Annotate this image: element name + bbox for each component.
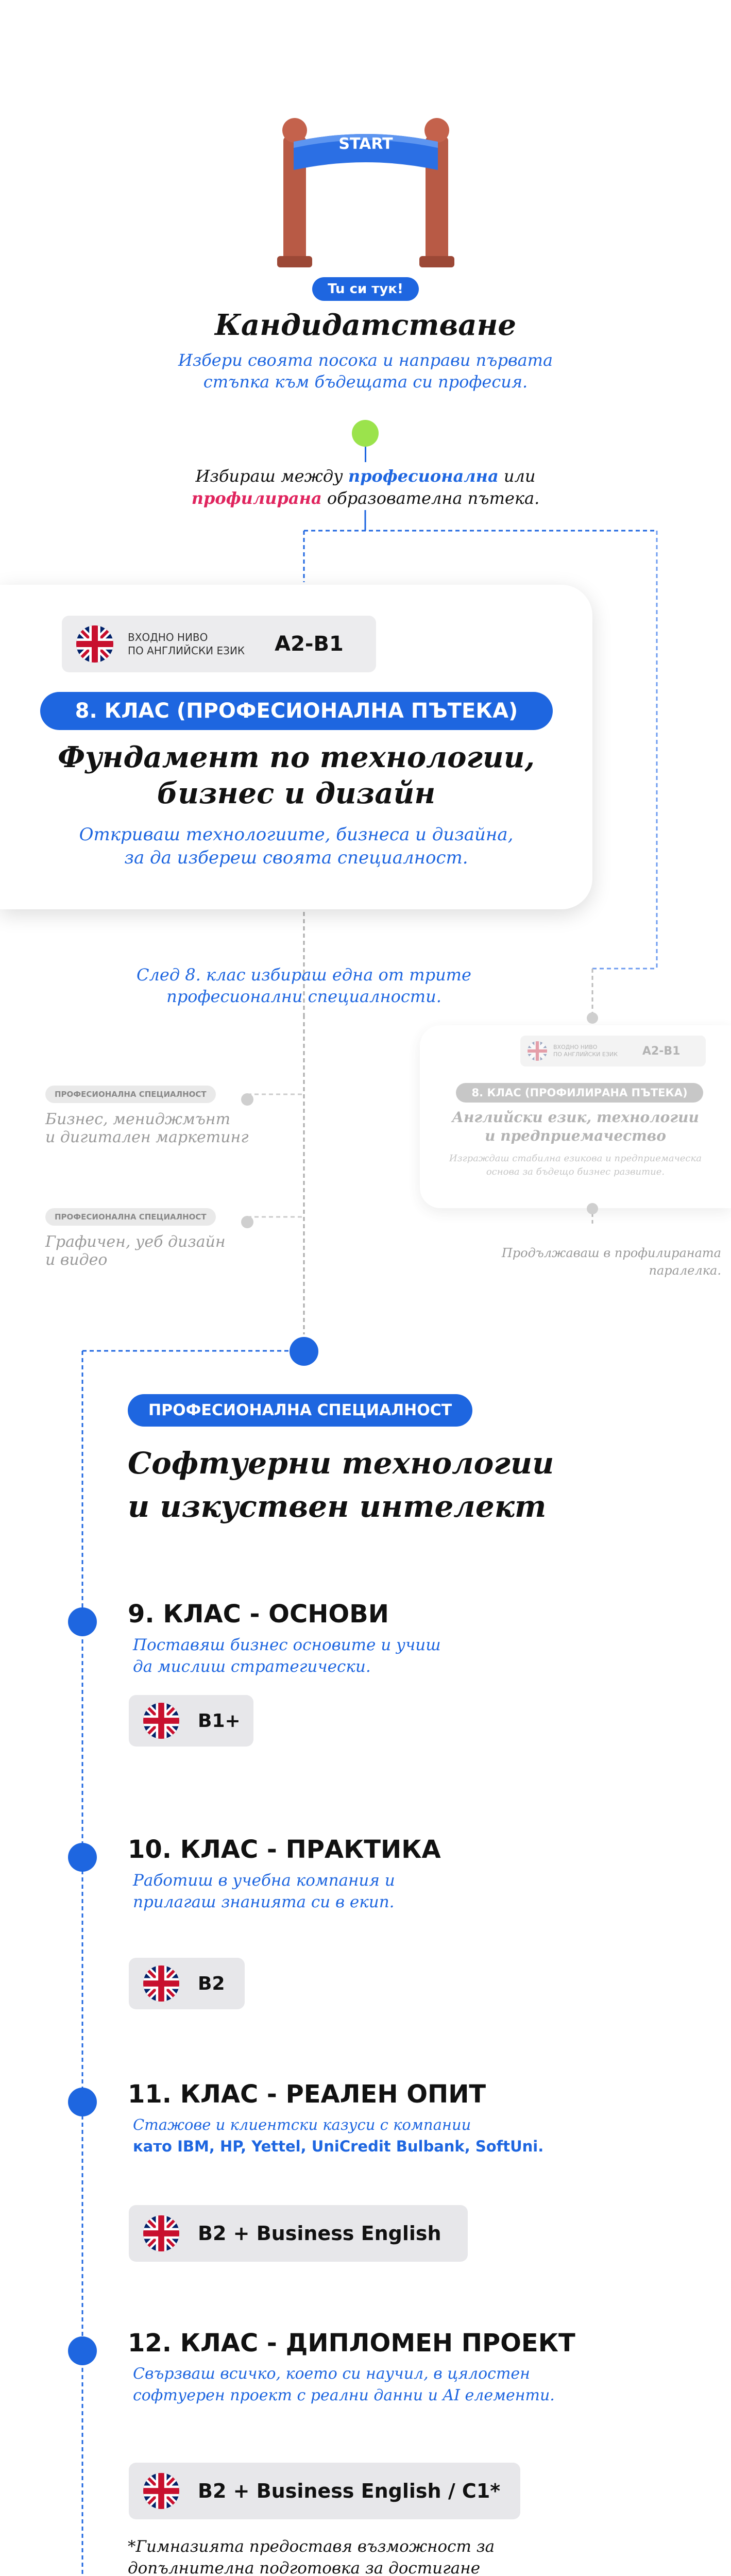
- profiled-title-line1: Английски език, технологии: [452, 1109, 699, 1126]
- side-spec-2-tag: ПРОФЕСИОНАЛНА СПЕЦИАЛНОСТ: [45, 1208, 216, 1226]
- grade9-desc-line1: Поставяш бизнес основите и учиш: [133, 1636, 441, 1654]
- side-spec-2-dot: [241, 1216, 253, 1228]
- grade9-level-badge: [129, 1695, 253, 1747]
- grade12-level-badge: [129, 2463, 520, 2519]
- specialty-pill: ПРОФЕСИОНАЛНА СПЕЦИАЛНОСТ: [128, 1394, 472, 1427]
- grade10-dot: [68, 1843, 97, 1872]
- uk-flag-icon: [76, 625, 113, 663]
- side-spec-1-tag: ПРОФЕСИОНАЛНА СПЕЦИАЛНОСТ: [45, 1086, 216, 1103]
- side-spec-1: [45, 1086, 248, 1146]
- side-spec-1-line1: Бизнес, мениджмънт: [45, 1110, 231, 1128]
- profiled-pill: 8. КЛАС (ПРОФИЛИРАНА ПЪТЕКА): [456, 1083, 703, 1103]
- start-dot: [352, 420, 379, 447]
- profiled-desc-line1: Изграждаш стабилна езикова и предприемаческа: [449, 1153, 702, 1164]
- grade12-desc-line1: Свързваш всичко, което си научил, в цялостен: [133, 2365, 530, 2383]
- grade9-dot: [68, 1607, 97, 1636]
- start-title: Кандидатстване: [214, 308, 517, 342]
- grade11-level-badge: [129, 2205, 468, 2262]
- profiled-continue-line1: Продължаваш в профилираната: [501, 1246, 721, 1260]
- grade11-level: B2 + Business English: [198, 2222, 441, 2245]
- side-spec-2-line1: Графичен, уеб дизайн: [45, 1233, 226, 1251]
- specialty-dot: [290, 1337, 318, 1366]
- connector-line: [365, 447, 366, 462]
- grade11-desc-line2: като IBM, HP, Yettel, UniCredit Bulbank, SoftUni.: [133, 2138, 544, 2155]
- uk-flag-icon: [528, 1041, 547, 1061]
- grade11-desc-line1: Стажове и клиентски казуси с компании: [133, 2116, 471, 2133]
- grade11-dot: [68, 2088, 97, 2116]
- side-spec-2-line2: и видео: [45, 1251, 108, 1269]
- grade8-desc-line2: за да избереш своята специалност.: [124, 848, 468, 868]
- profiled-continue-line2: паралелка.: [649, 1263, 721, 1278]
- after8-line2: професионални специалности.: [166, 987, 441, 1006]
- choose-line2: профилирана образователна пътека.: [191, 488, 540, 508]
- side-spec-1-dot: [241, 1093, 253, 1106]
- side-spec-1-line2: и дигитален маркетинг: [45, 1128, 249, 1146]
- grade10-desc-line2: прилагаш знанията си в екип.: [133, 1893, 395, 1911]
- uk-flag-icon: [143, 2215, 179, 2251]
- profiled-level-label2: ПО АНГЛИЙСКИ ЕЗИК: [553, 1051, 618, 1058]
- entry-level-label1: ВХОДНО НИВО: [128, 631, 208, 643]
- grade10-title: 10. КЛАС - ПРАКТИКА: [128, 1835, 441, 1864]
- profiled-title-line2: и предприемачество: [485, 1127, 666, 1144]
- start-subtitle-line1: Избери своята посока и направи първата: [178, 350, 553, 370]
- profiled-level-value: A2-B1: [642, 1044, 681, 1058]
- uk-flag-icon: [143, 2473, 179, 2509]
- grade8-title-line1: Фундамент по технологии,: [58, 740, 535, 774]
- grade11-title: 11. КЛАС - РЕАЛЕН ОПИТ: [128, 2080, 486, 2109]
- profiled-level-label1: ВХОДНО НИВО: [553, 1044, 598, 1050]
- uk-flag-icon: [143, 1965, 179, 2002]
- grade12-dot: [68, 2336, 97, 2365]
- start-sign-label: START: [338, 135, 393, 153]
- grade8-title-line2: бизнес и дизайн: [157, 776, 436, 810]
- after8-line1: След 8. клас избираш една от трите: [137, 965, 471, 985]
- footnote-line2: допълнителна подготовка за достигане: [128, 2559, 481, 2576]
- side-spec-2: [45, 1208, 226, 1269]
- specialty-title-line1: Софтуерни технологии: [128, 1446, 554, 1481]
- grade10-level-badge: [129, 1958, 245, 2009]
- profiled-card: [420, 1025, 731, 1208]
- uk-flag-icon: [143, 1703, 179, 1739]
- entry-level-value: A2-B1: [275, 632, 344, 656]
- grade12-level: B2 + Business English / C1*: [198, 2480, 501, 2502]
- grade9-title: 9. КЛАС - ОСНОВИ: [128, 1600, 389, 1629]
- choose-line1: Избираш между професионална или: [195, 466, 536, 486]
- grade10-level: B2: [198, 1973, 225, 1994]
- profiled-top-dot: [587, 1012, 598, 1024]
- grade8-pill: 8. КЛАС (ПРОФЕСИОНАЛНА ПЪТЕКА): [40, 692, 553, 730]
- grade10-desc-line1: Работиш в учебна компания и: [133, 1871, 395, 1890]
- grade8-desc-line1: Откриваш технологиите, бизнеса и дизайна,: [79, 824, 514, 845]
- entry-level-badge: [62, 616, 376, 672]
- profiled-desc-line2: основа за бъдещо бизнес развитие.: [486, 1166, 665, 1177]
- specialty-title-line2: и изкуствен интелект: [128, 1489, 547, 1524]
- grade12-desc-line2: софтуерен проект с реални данни и AI елементи.: [133, 2386, 555, 2404]
- footnote-line1: *Гимназията предоставя възможност за: [128, 2537, 495, 2556]
- grade9-desc-line2: да мислиш стратегически.: [133, 1657, 371, 1676]
- grade12-title: 12. КЛАС - ДИПЛОМЕН ПРОЕКТ: [128, 2329, 575, 2358]
- profiled-bottom-dot: [587, 1203, 598, 1214]
- entry-level-label2: ПО АНГЛИЙСКИ ЕЗИК: [128, 645, 245, 657]
- grade9-level: B1+: [198, 1710, 241, 1732]
- you-are-here-badge: Tu си тук!: [312, 277, 419, 301]
- start-subtitle-line2: стъпка към бъдещата си професия.: [203, 372, 528, 392]
